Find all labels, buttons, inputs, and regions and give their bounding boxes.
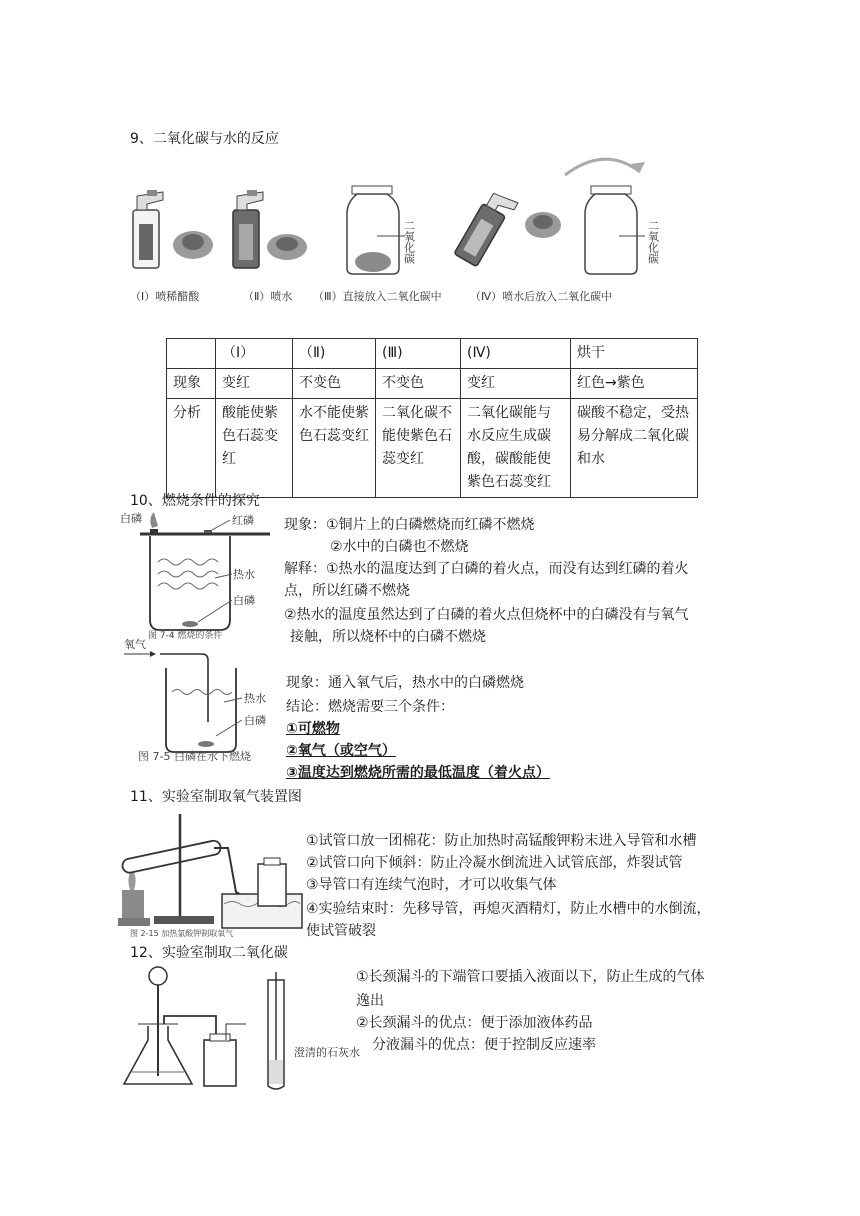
fig-caption: 图 7-5 白磷在水下燃烧	[138, 750, 251, 763]
gas-jar-icon	[347, 186, 405, 274]
spray-bottle-icon	[233, 190, 263, 268]
text-line: 点，所以红磷不燃烧	[284, 583, 410, 599]
text-line: 接触，所以烧杯中的白磷不燃烧	[290, 629, 486, 645]
experiment-table	[166, 338, 698, 498]
jar-label: 二氧化碳	[646, 220, 660, 264]
text-line: ③导管口有连续气泡时，才可以收集气体	[306, 877, 557, 893]
gas-bottle-icon	[258, 864, 286, 906]
combustion-figure-1	[120, 512, 280, 640]
table-row	[167, 369, 698, 399]
fig-label: 白磷	[120, 512, 142, 525]
flower-icon	[267, 234, 307, 260]
table-cell: （Ⅰ）	[216, 339, 293, 369]
fig-label: 热水	[244, 692, 266, 705]
section-10-heading: 10、燃烧条件的探究	[130, 493, 260, 509]
table-cell: 红色→紫色	[571, 369, 698, 399]
table-cell: 变红	[461, 369, 571, 399]
text-line: ②长颈漏斗的优点：便于添加液体药品	[356, 1015, 593, 1031]
table-cell: (Ⅲ)	[376, 339, 461, 369]
table-row	[167, 399, 698, 498]
fig-label: 氧气	[124, 638, 146, 651]
table-cell: (Ⅳ)	[461, 339, 571, 369]
fig-caption: （Ⅱ）喷水	[243, 290, 293, 303]
condition-item: ③温度达到燃烧所需的最低温度（着火点）	[286, 765, 550, 781]
text-line: 逸出	[356, 993, 384, 1009]
spray-bottle-icon	[133, 190, 163, 268]
fig-label: 澄清的石灰水	[294, 1046, 360, 1059]
text-line: 现象：①铜片上的白磷燃烧而红磷不燃烧	[284, 517, 535, 533]
fig-label: 红磷	[232, 514, 254, 527]
table-cell: 碳酸不稳定，受热易分解成二氧化碳和水	[571, 399, 698, 498]
table-cell: （Ⅱ)	[293, 339, 376, 369]
flower-icon	[173, 231, 213, 259]
text-line: ①试管口放一团棉花：防止加热时高锰酸钾粉末进入导管和水槽	[306, 833, 697, 849]
combustion-figure-2	[120, 636, 290, 764]
table-cell: 二氧化碳能与水反应生成碳酸，碳酸能使紫色石蕊变红	[461, 399, 571, 498]
text-line: 解释：①热水的温度达到了白磷的着火点，而没有达到红磷的着火	[284, 561, 689, 577]
arrow-icon	[150, 651, 156, 657]
fig-label: 白磷	[233, 594, 255, 607]
table-row	[167, 339, 698, 369]
text-line: 分液漏斗的优点：便于控制反应速率	[372, 1037, 596, 1053]
jar-label: 二氧化碳	[402, 220, 416, 264]
text-line: ②水中的白磷也不燃烧	[330, 539, 469, 555]
fig-caption: （Ⅰ）喷稀醋酸	[130, 290, 200, 303]
text-line: 现象：通入氧气后，热水中的白磷燃烧	[286, 675, 524, 691]
table-cell: 不变色	[376, 369, 461, 399]
text-line: ②试管口向下倾斜：防止冷凝水倒流进入试管底部，炸裂试管	[306, 855, 683, 871]
oxygen-apparatus-figure	[110, 808, 306, 938]
table-cell: 现象	[167, 369, 216, 399]
table-cell: 二氧化碳不能使紫色石蕊变红	[376, 399, 461, 498]
table-cell	[167, 339, 216, 369]
fig-caption: （Ⅳ）喷水后放入二氧化碳中	[470, 290, 613, 303]
gas-jar-icon	[585, 186, 645, 274]
table-cell: 水不能使紫色石蕊变红	[293, 399, 376, 498]
condition-item: ②氧气（或空气）	[286, 743, 396, 759]
text-line: 使试管破裂	[306, 923, 376, 939]
fig-label: 热水	[233, 568, 255, 581]
test-tube-icon	[121, 839, 222, 873]
table-cell: 分析	[167, 399, 216, 498]
section-12-heading: 12、实验室制取二氧化碳	[130, 945, 288, 961]
table-cell: 不变色	[293, 369, 376, 399]
section-11-heading: 11、实验室制取氧气装置图	[130, 789, 302, 805]
table-cell: 烘干	[571, 339, 698, 369]
arc-arrow-icon	[565, 159, 640, 175]
fig-caption: （Ⅲ）直接放入二氧化碳中	[313, 290, 442, 303]
table-cell: 变红	[216, 369, 293, 399]
table-cell: 酸能使紫色石蕊变红	[216, 399, 293, 498]
co2-apparatus-figure	[118, 964, 360, 1094]
spray-bottle-icon	[454, 188, 518, 269]
gas-bottle-icon	[204, 1040, 236, 1086]
condition-item: ①可燃物	[286, 721, 340, 737]
fig-caption: 图 2-15 加热氯酸钾制取氧气	[130, 929, 234, 938]
fig-label: 白磷	[244, 714, 266, 727]
funnel-icon	[149, 967, 167, 985]
flower-icon	[525, 212, 561, 238]
co2-water-figure	[125, 150, 670, 310]
text-line: ②热水的温度虽然达到了白磷的着火点但烧杯中的白磷没有与氧气	[284, 607, 689, 623]
text-line: ④实验结束时：先移导管，再熄灭酒精灯，防止水槽中的水倒流，	[306, 901, 711, 917]
text-line: 结论：燃烧需要三个条件：	[286, 699, 454, 715]
section-9-heading: 9、二氧化碳与水的反应	[130, 131, 279, 147]
text-line: ①长颈漏斗的下端管口要插入液面以下，防止生成的气体	[356, 969, 705, 985]
fig-caption: 图 7-4 燃烧的条件	[148, 631, 223, 641]
flame-icon	[150, 512, 158, 528]
